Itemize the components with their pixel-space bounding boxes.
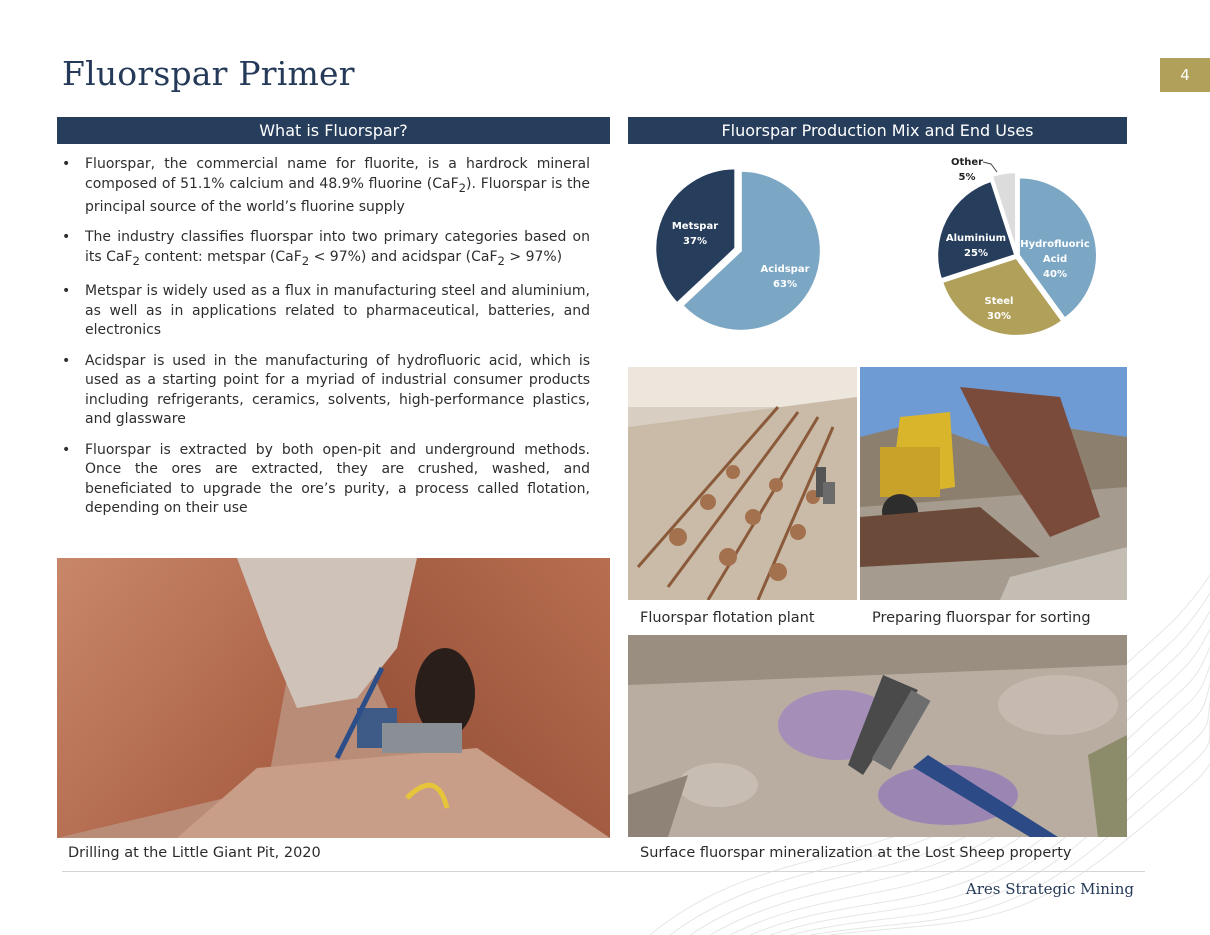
bullet-item: • The industry classifies fluorspar into two primary categories based on its CaF$_2$ content: metspar (CaF$_2$ < 97%) and acidspar (CaF$_2$ > 97%): [62, 229, 590, 268]
flotation-plant-photo: [628, 367, 857, 600]
production-mix-pie-chart: [655, 165, 830, 335]
bullet-item: • Fluorspar is extracted by both open-pit and underground methods. Once the ores are extracted, they are crushed, washed, and beneficiated to upgrade the ore’s purity, a process called flotation, depending on their use: [62, 441, 590, 517]
page-number-badge: 4: [1160, 58, 1210, 92]
bullet-dot: •: [62, 441, 71, 458]
pie-label-metspar: Metspar 37%: [671, 221, 719, 247]
page-title: Fluorspar Primer: [62, 54, 355, 93]
sorting-caption: Preparing fluorspar for sorting: [872, 610, 1091, 626]
company-name: Ares Strategic Mining: [965, 880, 1134, 898]
bullet-dot: •: [62, 156, 71, 172]
surface-caption: Surface fluorspar mineralization at the Lost Sheep property: [640, 845, 1072, 861]
bullet-dot: •: [62, 229, 71, 246]
what-is-fluorspar-header: What is Fluorspar?: [57, 117, 610, 144]
bullet-item: • Metspar is widely used as a flux in manufacturing steel and aluminium, as well as in applications related to pharmaceutical, batteries, and electronics: [62, 283, 590, 339]
flotation-caption: Fluorspar flotation plant: [640, 610, 815, 626]
bullet-item: • Fluorspar, the commercial name for fluorite, is a hardrock mineral composed of 51.1% calcium and 48.9% fluorine (CaF$_2$). Fluorspar is the principal source of the world’s fluorine supply: [62, 156, 590, 215]
pie-label-aluminium: Aluminium 25%: [945, 233, 1007, 259]
drilling-pit-photo: [57, 558, 610, 838]
footer-divider: [62, 871, 1145, 872]
surface-mineralization-photo: [628, 635, 1127, 837]
fluorspar-bullet-list: [62, 155, 590, 530]
drilling-caption: Drilling at the Little Giant Pit, 2020: [68, 845, 321, 861]
pie-leader-line: [983, 162, 997, 172]
pie-label-hydrofluoric-acid: Hydrofluoric Acid 40%: [1020, 239, 1090, 280]
pie-label-other: Other 5%: [950, 157, 984, 183]
bullet-dot: •: [62, 283, 71, 300]
bullet-item: • Acidspar is used in the manufacturing of hydrofluoric acid, which is used as a starting point for a myriad of industrial consumer products including refrigerants, ceramics, solvents, high-performance plastics, and glassware: [62, 352, 590, 428]
pie-label-steel: Steel 30%: [984, 296, 1014, 322]
end-uses-pie-chart: [925, 150, 1115, 345]
pie-label-acidspar: Acidspar 63%: [760, 264, 810, 290]
bullet-dot: •: [62, 352, 71, 369]
sorting-loader-photo: [860, 367, 1127, 600]
production-mix-header: Fluorspar Production Mix and End Uses: [628, 117, 1127, 144]
